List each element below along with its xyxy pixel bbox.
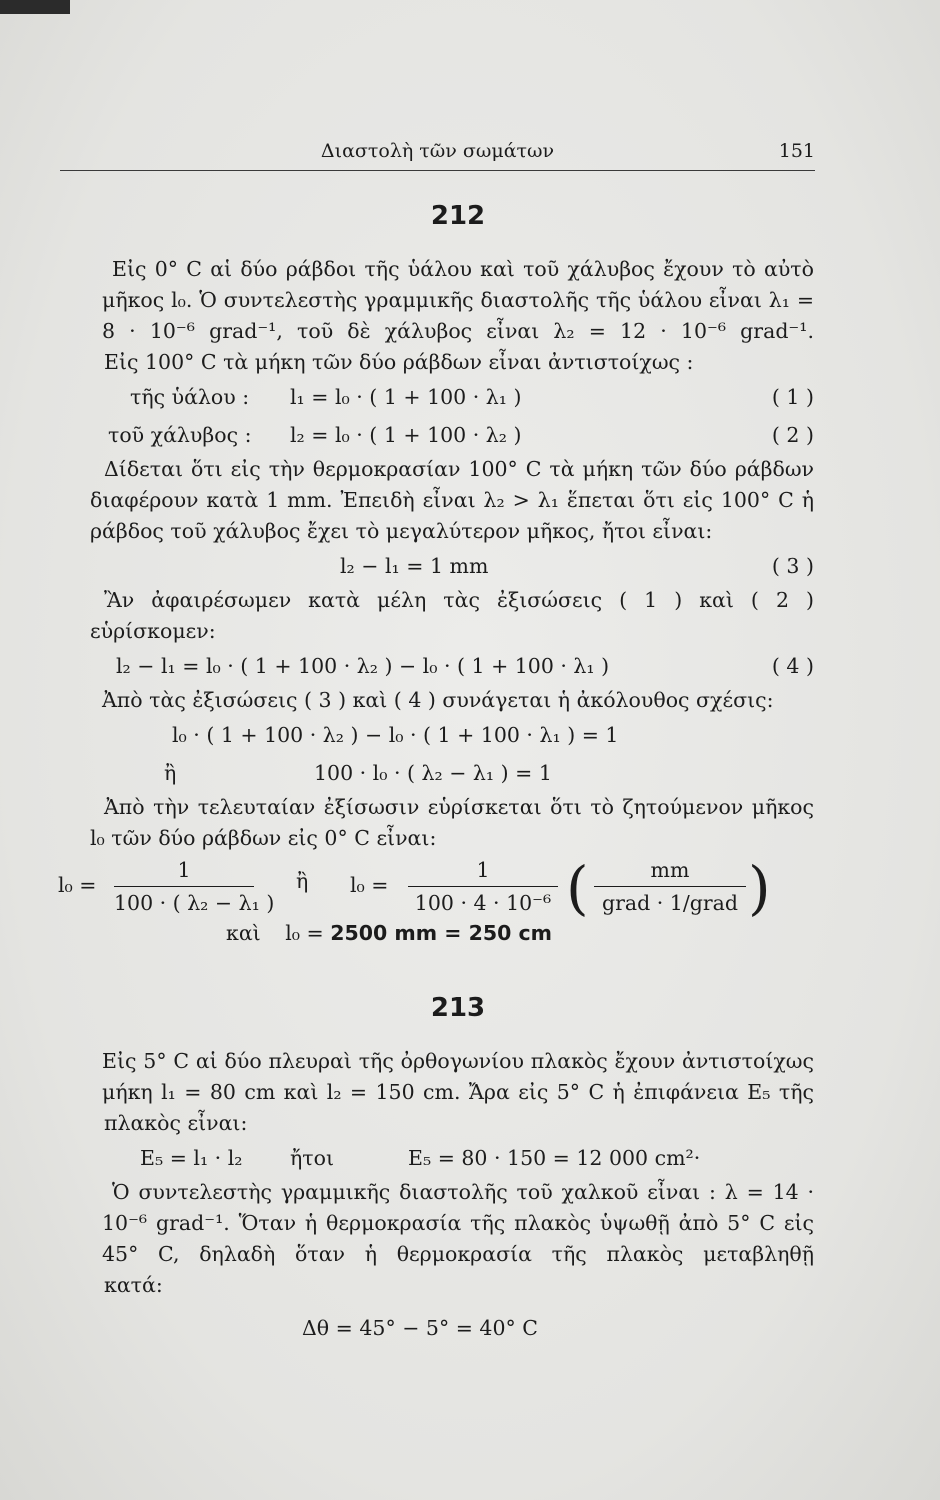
result-line (226, 918, 552, 949)
length-formula (58, 854, 814, 952)
paragraph-given: Δίδεται ὅτι εἰς τὴν θερμοκρασίαν 100° C τὰ μήκη τῶν δύο ράβδων διαφέρουν κατὰ 1 mm. Ἐπειδὴ εἶναι λ₂ > λ₁ ἕπεται ὅτι εἰς 100° C ἡ ράβδος τοῦ χάλυβος ἔχει τὸ μεγαλύτερον μῆκος, ἤτοι εἶναι: (90, 457, 814, 543)
fraction-numeric-denominator: 100 · 4 · 10⁻⁶ (414, 891, 552, 915)
equation-6-or: ἢ (164, 761, 177, 785)
fraction-unit-bar (594, 886, 746, 887)
fraction-unit (594, 856, 746, 917)
equation-4-body: l₂ − l₁ = l₀ · ( 1 + 100 · λ₂ ) − l₀ · ( 1 + 100 · λ₁ ) (116, 654, 610, 678)
delta-equation-body: Δθ = 45° − 5° = 40° C (302, 1316, 538, 1340)
result-kai: καὶ (226, 921, 261, 945)
paragraph-coefficient-end: κατά: (104, 1273, 163, 1297)
equation-3 (102, 547, 814, 585)
paragraph-coefficient: Ὁ συντελεστὴς γραμμικῆς διαστολῆς τοῦ χαλκοῦ εἶναι : λ = 14 · 10⁻⁶ grad⁻¹. Ὅταν ἡ θερμοκρασία τῆς πλακὸς ὑψωθῇ ἀπὸ 5° C εἰς 45° C, δηλαδὴ ὅταν ἡ θερμοκρασία τῆς πλακὸς μεταβληθῇ (102, 1180, 814, 1266)
fraction-general-bar (114, 886, 254, 887)
page-number: 151 (778, 140, 815, 162)
equation-1-number: ( 1 ) (771, 385, 814, 409)
delta-equation (102, 1309, 814, 1347)
fraction-general (114, 856, 275, 917)
result-lhs: l₀ = (285, 921, 324, 945)
fraction-unit-denominator: grad · 1/grad (601, 891, 739, 915)
paragraph-213-intro: Εἰς 5° C αἱ δύο πλευραὶ τῆς ὀρθογωνίου πλακὸς ἔχουν ἀντιστοίχως μήκη l₁ = 80 cm καὶ l₂ = 150 cm. Ἄρα εἰς 5° C ἡ ἐπιφάνεια E₅ τῆς (102, 1049, 814, 1104)
area-equation-or: ἤτοι (290, 1146, 335, 1170)
fraction-numeric-bar (408, 886, 558, 887)
fraction-numeric-numerator: 1 (476, 858, 490, 882)
equation-1 (102, 378, 814, 416)
equation-6-body: 100 · l₀ · ( λ₂ − λ₁ ) = 1 (314, 761, 552, 785)
paragraph-subtract: Ἂν ἀφαιρέσωμεν κατὰ μέλη τὰς ἐξισώσεις ( 1 ) καὶ ( 2 ) εὑρίσκομεν: (90, 588, 814, 643)
area-equation (102, 1139, 814, 1177)
equation-5 (102, 716, 814, 754)
paragraph-intro: Εἰς 0° C αἱ δύο ράβδοι τῆς ὑάλου καὶ τοῦ χάλυβος ἔχουν τὸ αὐτὸ μῆκος l₀. Ὁ συντελεστὴς γραμμικῆς διαστολῆς τῆς ὑάλου εἶναι λ₁ = 8 · 10⁻⁶ grad⁻¹, τοῦ δὲ χάλυβος εἶναι λ₂ = 12 · 10⁻⁶ grad⁻¹. (102, 257, 814, 343)
equation-2-number: ( 2 ) (771, 423, 814, 447)
equation-1-body: l₁ = l₀ · ( 1 + 100 · λ₁ ) (290, 385, 522, 409)
formula-lhs-2: l₀ = (350, 873, 389, 897)
paren-close: ) (748, 854, 771, 922)
problem-number-213: 213 (430, 993, 486, 1023)
paragraph-213-intro-end: πλακὸς εἶναι: (104, 1111, 248, 1135)
equation-2 (102, 416, 814, 454)
fraction-general-denominator: 100 · ( λ₂ − λ₁ ) (114, 891, 275, 915)
page-content (58, 190, 814, 1347)
fraction-numeric (408, 856, 558, 917)
equation-3-body: l₂ − l₁ = 1 mm (340, 554, 489, 578)
equation-3-number: ( 3 ) (771, 554, 814, 578)
equation-6 (102, 754, 814, 792)
equation-4 (102, 647, 814, 685)
area-equation-1: E₅ = l₁ · l₂ (140, 1146, 243, 1170)
running-header (60, 138, 815, 171)
paren-open: ( (566, 854, 589, 922)
fraction-unit-numerator: mm (650, 858, 690, 882)
result-value: 2500 mm = 250 cm (330, 921, 553, 945)
fraction-general-numerator: 1 (177, 858, 191, 882)
paragraph-intro-end: Εἰς 100° C τὰ μήκη τῶν δύο ράβδων εἶναι ἀντιστοίχως : (104, 350, 694, 374)
problem-number-212: 212 (430, 201, 486, 231)
equation-1-label: τῆς ὑάλου : (130, 385, 250, 409)
formula-lhs: l₀ = (58, 873, 97, 897)
paragraph-from-3-4: Ἀπὸ τὰς ἐξισώσεις ( 3 ) καὶ ( 4 ) συνάγεται ἡ ἀκόλουθος σχέσις: (102, 688, 774, 712)
binding-shadow (0, 0, 70, 14)
running-title: Διαστολὴ τῶν σωμάτων (320, 140, 555, 162)
area-equation-2: E₅ = 80 · 150 = 12 000 cm²· (408, 1146, 701, 1170)
equation-4-number: ( 4 ) (771, 654, 814, 678)
equation-2-body: l₂ = l₀ · ( 1 + 100 · λ₂ ) (290, 423, 522, 447)
equation-5-body: l₀ · ( 1 + 100 · λ₂ ) − l₀ · ( 1 + 100 · λ₁ ) = 1 (172, 723, 619, 747)
paragraph-last-equation: Ἀπὸ τὴν τελευταίαν ἐξίσωσιν εὑρίσκεται ὅτι τὸ ζητούμενον μῆκος l₀ τῶν δύο ράβδων εἰς 0° C εἶναι: (90, 795, 814, 850)
equation-2-label: τοῦ χάλυβος : (108, 423, 252, 447)
formula-or: ἢ (296, 869, 309, 893)
